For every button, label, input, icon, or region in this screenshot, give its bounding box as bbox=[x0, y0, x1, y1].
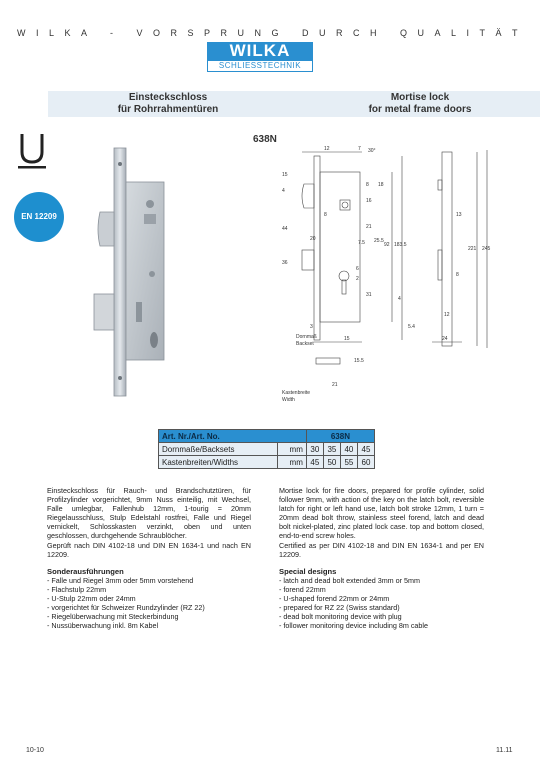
table-cell: 50 bbox=[323, 456, 340, 469]
table-cell: 45 bbox=[306, 456, 323, 469]
dim-92: 92 bbox=[384, 242, 390, 248]
dim-8c: 8 bbox=[324, 212, 327, 218]
list-item: - U-Stulp 22mm oder 24mm bbox=[47, 594, 136, 604]
dim-7-5: 7.5 bbox=[358, 240, 365, 246]
row-unit: mm bbox=[277, 443, 306, 456]
body-german: Einsteckschloss für Rauch- und Brandschutztüren, für Profilzylinder vorgerichtet, 9mm Nuss einteilig, mit Wechsel, Falle umlegbar, Fallenhub 12mm, 1-tourig = 20mm Riegelausschluss, Stulp Edelstahl rostfrei, Falle und Riegel vernickelt, Schlosskasten verzinkt, oben und unten geschlossen, durchgehende Schraublöcher. bbox=[47, 486, 251, 541]
title-german-line1: Einsteckschloss bbox=[128, 92, 208, 103]
dim-8: 8 bbox=[366, 182, 369, 188]
list-item: - follower monitoring device including 8m cable bbox=[279, 621, 429, 631]
title-band bbox=[48, 91, 540, 117]
dim-21: 21 bbox=[366, 224, 372, 230]
dim-15: 15 bbox=[282, 172, 288, 178]
dim-13: 13 bbox=[456, 212, 462, 218]
description-english bbox=[279, 486, 484, 630]
title-german bbox=[48, 92, 288, 116]
dim-7: 7 bbox=[358, 146, 361, 152]
dim-16: 16 bbox=[366, 198, 372, 204]
row-unit: mm bbox=[277, 456, 306, 469]
logo-name: WILKA bbox=[207, 42, 313, 60]
technical-drawing bbox=[262, 146, 502, 406]
dim-221: 221 bbox=[468, 246, 477, 252]
dim-4b: 4 bbox=[398, 296, 401, 302]
cert-english: Certified as per DIN 4102-18 and DIN EN 1634-1 and per EN 12209. bbox=[279, 540, 484, 559]
list-item: - Falle und Riegel 3mm oder 5mm vorstehend bbox=[47, 575, 194, 585]
dim-18: 18 bbox=[378, 182, 384, 188]
en12209-badge: EN 12209 bbox=[14, 192, 64, 242]
dim-24: 24 bbox=[442, 336, 448, 342]
table-cell: 60 bbox=[357, 456, 374, 469]
table-cell: 45 bbox=[357, 443, 374, 456]
table-cell: 30 bbox=[306, 443, 323, 456]
table-row bbox=[159, 443, 375, 456]
product-photo bbox=[88, 142, 218, 402]
list-item: - forend 22mm bbox=[279, 584, 326, 594]
list-item: - dead bolt monitoring device with plug bbox=[279, 612, 402, 622]
table-header-row bbox=[159, 430, 375, 443]
dim-183-5: 183.5 bbox=[394, 242, 407, 248]
row-label: Kastenbreiten/Widths bbox=[159, 456, 278, 469]
dim-12b: 12 bbox=[444, 312, 450, 318]
table-cell: 40 bbox=[340, 443, 357, 456]
dim-4: 4 bbox=[282, 188, 285, 194]
title-german-line2: für Rohrrahmentüren bbox=[117, 104, 219, 115]
list-item: - vorgerichtet für Schweizer Rundzylinder (RZ 22) bbox=[47, 603, 205, 613]
list-item: - U-shaped forend 22mm or 24mm bbox=[279, 594, 390, 604]
table-row bbox=[159, 456, 375, 469]
label-backset: Backset bbox=[296, 341, 314, 347]
table-cell: 55 bbox=[340, 456, 357, 469]
dim-36: 36 bbox=[282, 260, 288, 266]
dim-25-5: 25.5 bbox=[374, 238, 384, 244]
table-cell: 35 bbox=[323, 443, 340, 456]
dim-8b: 8 bbox=[456, 272, 459, 278]
date-code-right: 11.11 bbox=[496, 747, 513, 754]
description-german bbox=[47, 486, 251, 630]
wilka-logo bbox=[207, 42, 313, 72]
list-item: - Nussüberwachung inkl. 8m Kabel bbox=[47, 621, 159, 631]
dim-245: 245 bbox=[482, 246, 491, 252]
special-title-german: Sonderausführungen bbox=[47, 566, 124, 576]
list-item: - Riegelüberwachung mit Steckerbindung bbox=[47, 612, 179, 622]
dim-15-5: 15.5 bbox=[354, 358, 364, 364]
body-english: Mortise lock for fire doors, prepared for profile cylinder, solid follower 9mm, with action of the key on the latch bolt, reversible latch for right or left hand use, latch bolt stroke 12mm, 1 turn = 20mm dead bolt throw, stainless steel forend, latch and dead bolt nickel-plated, zinc plated lock case. top and bottom closed, end-to-end screw holes. bbox=[279, 486, 484, 541]
u-shape-icon bbox=[16, 130, 48, 166]
dim-15b: 15 bbox=[344, 336, 350, 342]
brand-tagline: WILKA - VORSPRUNG DURCH QUALITÄT bbox=[16, 28, 529, 38]
label-kastenbreite: Kastenbreite bbox=[282, 390, 311, 396]
table-header-label: Art. Nr./Art. No. bbox=[159, 430, 307, 443]
model-number: 638N bbox=[253, 134, 277, 145]
logo-subtitle: SCHLIESSTECHNIK bbox=[207, 60, 313, 72]
dim-6: 6 bbox=[356, 266, 359, 272]
table-header-value: 638N bbox=[306, 430, 374, 443]
cert-german: Geprüft nach DIN 4102-18 und DIN EN 1634-1 und nach EN 12209. bbox=[47, 540, 251, 559]
dim-21b: 21 bbox=[332, 382, 338, 388]
dim-5-4: 5.4 bbox=[408, 324, 415, 330]
label-width: Width bbox=[282, 397, 295, 403]
dim-44: 44 bbox=[282, 226, 288, 232]
title-english-line1: Mortise lock bbox=[390, 92, 450, 103]
dim-2: 2 bbox=[356, 276, 359, 282]
title-english bbox=[300, 92, 540, 116]
special-title-english: Special designs bbox=[279, 566, 337, 576]
dim-31: 31 bbox=[366, 292, 372, 298]
dim-20: 20 bbox=[310, 236, 316, 242]
list-item: - prepared for RZ 22 (Swiss standard) bbox=[279, 603, 400, 613]
dim-12: 12 bbox=[324, 146, 330, 152]
list-item: - Flachstulp 22mm bbox=[47, 584, 107, 594]
dim-30deg: 30° bbox=[368, 148, 376, 154]
spec-table bbox=[158, 429, 375, 469]
list-item: - latch and dead bolt extended 3mm or 5mm bbox=[279, 575, 421, 585]
title-english-line2: for metal frame doors bbox=[368, 104, 472, 115]
dim-3: 3 bbox=[310, 324, 313, 330]
page-number-left: 10-10 bbox=[26, 747, 44, 754]
row-label: Dornmaße/Backsets bbox=[159, 443, 278, 456]
label-dornmass: Dornmaß bbox=[296, 334, 317, 340]
